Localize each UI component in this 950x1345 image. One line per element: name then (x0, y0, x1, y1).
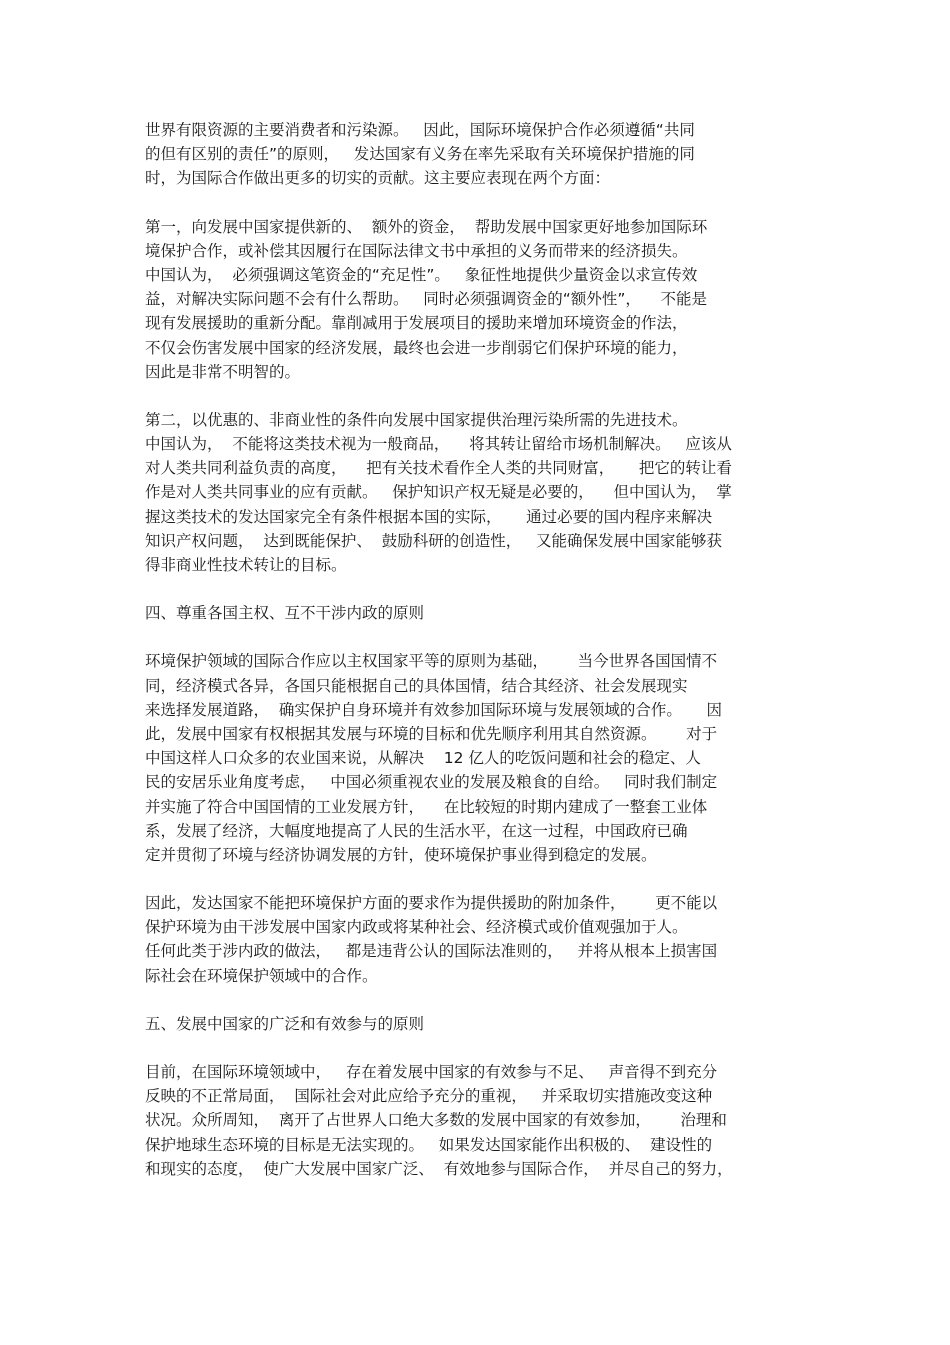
text-line: 目前，在国际环境领域中， 存在着发展中国家的有效参与不足、 声音得不到充分 (145, 1063, 718, 1081)
text-line: 际社会在环境保护领域中的合作。 (145, 966, 378, 985)
text-line: 状况。众所周知， 离开了占世界人口绝大多数的发展中国家的有效参加， 治理和 (145, 1111, 727, 1130)
text-line: 境保护合作，或补偿其因履行在国际法律文书中承担的义务而带来的经济损失。 (145, 241, 688, 260)
text-line: 系，发展了经济，大幅度地提高了人民的生活水平，在这一过程，中国政府已确 (145, 821, 688, 840)
paragraph-sovereignty (145, 649, 815, 867)
paragraph-second-technology (145, 408, 815, 577)
text-line: 并实施了符合中国国情的工业发展方针， 在比较短的时期内建成了一整套工业体 (145, 797, 708, 816)
text-line: 任何此类于涉内政的做法， 都是违背公认的国际法准则的， 并将从根本上损害国 (145, 942, 718, 961)
text-line: 和现实的态度， 使广大发展中国家广泛、 有效地参与国际合作， 并尽自己的努力， (145, 1159, 733, 1178)
text-line: 现有发展援助的重新分配。靠削减用于发展项目的援助来增加环境资金的作法， (145, 314, 688, 333)
paragraph-participation (145, 1060, 815, 1181)
text-line: 中国认为， 不能将这类技术视为一般商品， 将其转让留给市场机制解决。 应该从 (145, 435, 732, 454)
text-line: 益，对解决实际问题不会有什么帮助。 同时必须强调资金的“额外性”， 不能是 (145, 290, 708, 309)
text-line: 反映的不正常局面， 国际社会对此应给予充分的重视， 并采取切实措施改变这种 (145, 1087, 713, 1106)
text-line: 第二，以优惠的、非商业性的条件向发展中国家提供治理污染所需的先进技术。 (145, 410, 688, 429)
paragraph-first-funding (145, 215, 815, 384)
text-line: 同，经济模式各异，各国只能根据自己的具体国情，结合其经济、社会发展现实 (145, 676, 688, 695)
text-line: 握这类技术的发达国家完全有条件根据本国的实际， 通过必要的国内程序来解决 (145, 507, 713, 526)
text-line: 得非商业性技术转让的目标。 (145, 556, 347, 574)
text-line: 作是对人类共同事业的应有贡献。 保护知识产权无疑是必要的， 但中国认为， 掌 (145, 483, 732, 502)
text-line: 因此是非常不明智的。 (145, 362, 301, 381)
document-page (145, 118, 815, 1205)
text-line: 环境保护领域的国际合作应以主权国家平等的原则为基础， 当今世界各国国情不 (145, 652, 718, 671)
text-line: 时，为国际合作做出更多的切实的贡献。这主要应表现在两个方面： (145, 169, 611, 188)
text-line: 不仅会伤害发展中国家的经济发展，最终也会进一步削弱它们保护环境的能力， (145, 338, 688, 357)
section-heading-sovereignty: 四、尊重各国主权、互不干涉内政的原则 (145, 604, 425, 623)
text-line: 的但有区别的责任”的原则， 发达国家有义务在率先采取有关环境保护措施的同 (145, 145, 695, 164)
text-line: 对人类共同利益负责的高度， 把有关技术看作全人类的共同财富， 把它的转让看 (145, 459, 732, 478)
text-line: 世界有限资源的主要消费者和污染源。 因此，国际环境保护合作必须遵循“共同 (145, 121, 695, 139)
text-line: 来选择发展道路， 确实保护自身环境并有效参加国际环境与发展领域的合作。 因 (145, 700, 722, 719)
text-line: 中国这样人口众多的农业国来说，从解决 12 亿人的吃饭问题和社会的稳定、人 (145, 749, 701, 768)
text-line: 第一，向发展中国家提供新的、 额外的资金， 帮助发展中国家更好地参加国际环 (145, 217, 708, 236)
paragraph-responsibility (145, 118, 815, 191)
text-line: 民的安居乐业角度考虑， 中国必须重视农业的发展及粮食的自给。 同时我们制定 (145, 773, 718, 792)
section-heading-participation: 五、发展中国家的广泛和有效参与的原则 (145, 1014, 425, 1033)
text-line: 保护地球生态环境的目标是无法实现的。 如果发达国家能作出积极的、 建设性的 (145, 1135, 713, 1154)
text-line: 定并贯彻了环境与经济协调发展的方针，使环境保护事业得到稳定的发展。 (145, 845, 657, 864)
text-line: 因此，发达国家不能把环境保护方面的要求作为提供援助的附加条件， 更不能以 (145, 894, 718, 913)
paragraph-non-interference (145, 891, 815, 988)
text-line: 保护环境为由干涉发展中国家内政或将某种社会、经济模式或价值观强加于人。 (145, 918, 688, 937)
text-line: 中国认为， 必须强调这笔资金的“充足性”。 象征性地提供少量资金以求宣传效 (145, 265, 698, 284)
text-line: 此，发展中国家有权根据其发展与环境的目标和优先顺序利用其自然资源。 对于 (145, 724, 718, 743)
text-line: 知识产权问题， 达到既能保护、 鼓励科研的创造性， 又能确保发展中国家能够获 (145, 531, 722, 550)
